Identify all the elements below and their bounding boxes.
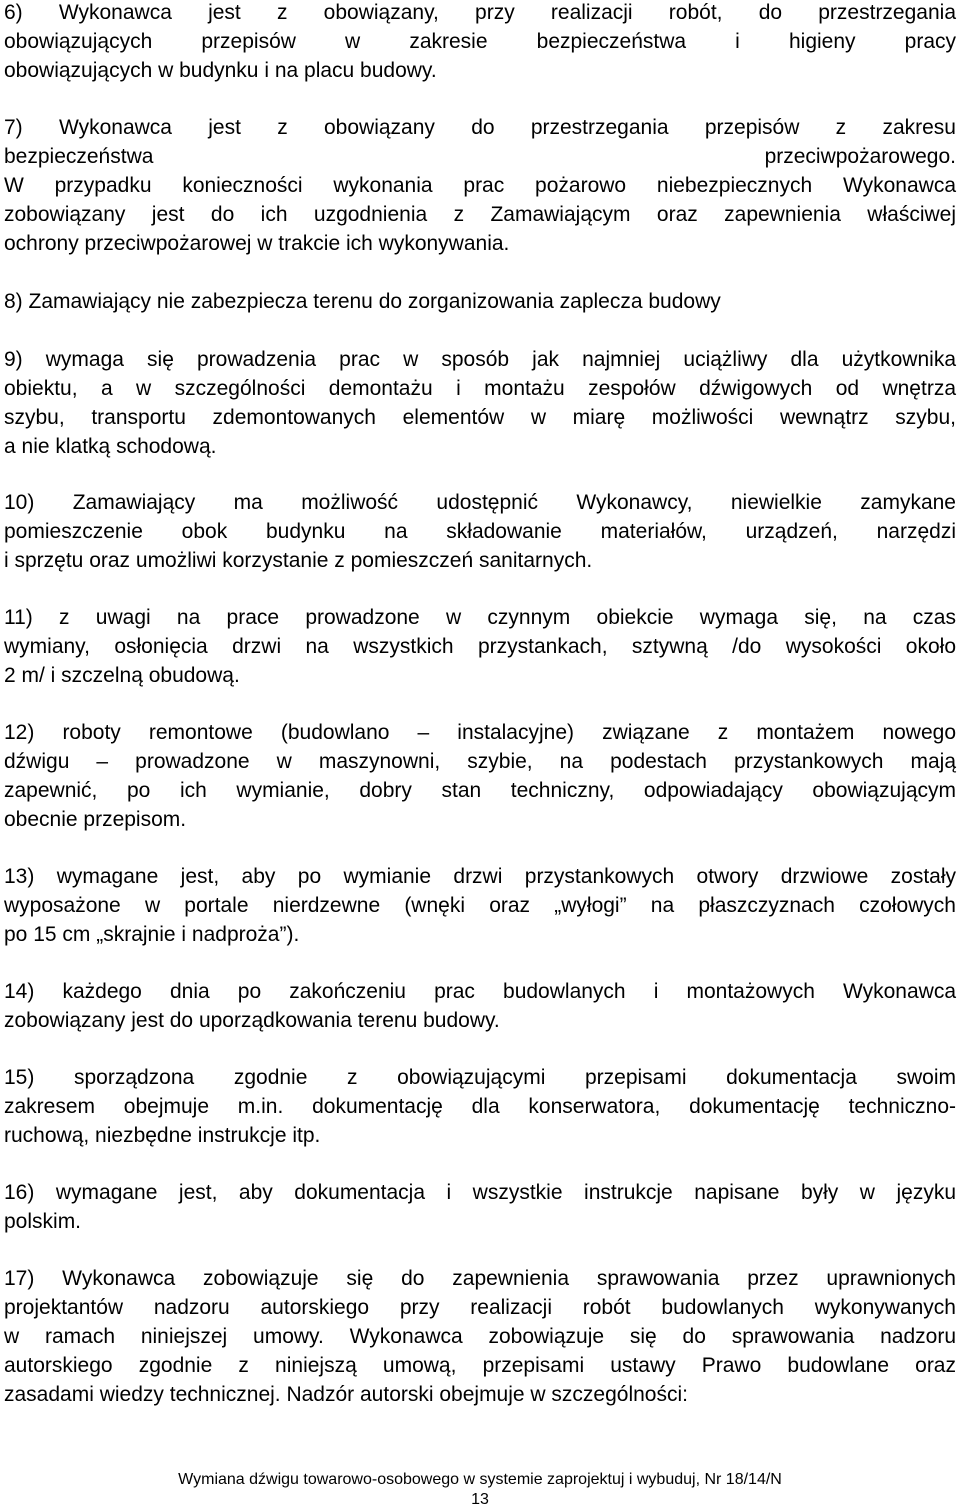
- paragraph-line: w ramach niniejszej umowy. Wykonawca zobowiązuje się do sprawowania nadzoru: [4, 1325, 956, 1348]
- paragraph-line: obowiązujących w budynku i na placu budowy.: [4, 59, 437, 82]
- paragraph-line: szybu, transportu zdemontowanych elementów w miarę możliwości wewnątrz szybu,: [4, 406, 956, 429]
- paragraph-p16: [4, 1178, 956, 1236]
- paragraph-line: wyposażone w portale nierdzewne (wnęki oraz „wyłogi” na płaszczyznach czołowych: [4, 894, 956, 917]
- paragraph-line: 2 m/ i szczelną obudową.: [4, 664, 240, 687]
- footer-title: Wymiana dźwigu towarowo-osobowego w systemie zaprojektuj i wybuduj, Nr 18/14/N: [178, 1471, 782, 1488]
- paragraph-p13: [4, 862, 956, 949]
- paragraph-p9: [4, 345, 956, 461]
- paragraph-line: obecnie przepisom.: [4, 808, 187, 831]
- paragraph-line: 14) każdego dnia po zakończeniu prac budowlanych i montażowych Wykonawca: [4, 980, 956, 1003]
- paragraph-line: 11) z uwagi na prace prowadzone w czynnym obiekcie wymaga się, na czas: [4, 606, 956, 629]
- paragraph-line: wymiany, osłonięcia drzwi na wszystkich przystankach, sztywną /do wysokości około: [4, 635, 956, 658]
- paragraph-p14: [4, 977, 956, 1035]
- paragraph-line: zasadami wiedzy technicznej. Nadzór autorski obejmuje w szczególności:: [4, 1383, 688, 1406]
- paragraph-line: 13) wymagane jest, aby po wymianie drzwi przystankowych otwory drzwiowe zostały: [4, 865, 956, 888]
- paragraph-line: bezpieczeństwa przeciwpożarowego.: [4, 145, 956, 168]
- paragraph-p11: [4, 603, 956, 690]
- paragraph-line: 6) Wykonawca jest z obowiązany, przy realizacji robót, do przestrzegania: [4, 1, 956, 24]
- paragraph-line: zobowiązany jest do ich uzgodnienia z Zamawiającym oraz zapewnienia właściwej: [4, 203, 956, 226]
- paragraph-p15: [4, 1063, 956, 1150]
- paragraph-line: dźwigu – prowadzone w maszynowni, szybie, na podestach przystankowych mają: [4, 750, 956, 773]
- paragraph-line: obowiązujących przepisów w zakresie bezpieczeństwa i higieny pracy: [4, 30, 956, 53]
- paragraph-line: 8) Zamawiający nie zabezpiecza terenu do zorganizowania zaplecza budowy: [4, 290, 721, 313]
- paragraph-p7: [4, 113, 956, 258]
- paragraph-line: 15) sporządzona zgodnie z obowiązującymi przepisami dokumentacja swoim: [4, 1066, 956, 1089]
- paragraph-line: ruchową, niezbędne instrukcje itp.: [4, 1124, 321, 1147]
- paragraph-line: 9) wymaga się prowadzenia prac w sposób jak najmniej uciążliwy dla użytkownika: [4, 348, 956, 371]
- paragraph-line: a nie klatką schodową.: [4, 435, 217, 458]
- paragraph-line: zapewnić, po ich wymianie, dobry stan techniczny, odpowiadający obowiązującym: [4, 779, 956, 802]
- paragraph-p12: [4, 718, 956, 834]
- paragraph-line: i sprzętu oraz umożliwi korzystanie z pomieszczeń sanitarnych.: [4, 549, 593, 572]
- paragraph-line: 10) Zamawiający ma możliwość udostępnić Wykonawcy, niewielkie zamykane: [4, 491, 956, 514]
- paragraph-line: pomieszczenie obok budynku na składowanie materiałów, urządzeń, narzędzi: [4, 520, 956, 543]
- paragraph-line: zakresem obejmuje m.in. dokumentację dla konserwatora, dokumentację techniczno-: [4, 1095, 956, 1118]
- paragraph-line: 17) Wykonawca zobowiązuje się do zapewnienia sprawowania przez uprawnionych: [4, 1267, 956, 1290]
- paragraph-line: po 15 cm „skrajnie i nadproża”).: [4, 923, 300, 946]
- paragraph-line: zobowiązany jest do uporządkowania terenu budowy.: [4, 1009, 500, 1032]
- paragraph-line: W przypadku konieczności wykonania prac pożarowo niebezpiecznych Wykonawca: [4, 174, 956, 197]
- paragraph-line: projektantów nadzoru autorskiego przy realizacji robót budowlanych wykonywanych: [4, 1296, 956, 1319]
- paragraph-line: polskim.: [4, 1210, 82, 1233]
- page-number: 13: [471, 1491, 489, 1508]
- paragraph-line: 7) Wykonawca jest z obowiązany do przestrzegania przepisów z zakresu: [4, 116, 956, 139]
- paragraph-line: obiektu, a w szczególności demontażu i montażu zespołów dźwigowych od wnętrza: [4, 377, 956, 400]
- paragraph-p6: [4, 0, 956, 85]
- paragraph-p8: [4, 287, 956, 316]
- paragraph-p10: [4, 488, 956, 575]
- paragraph-line: ochrony przeciwpożarowej w trakcie ich wykonywania.: [4, 232, 510, 255]
- paragraph-line: 16) wymagane jest, aby dokumentacja i wszystkie instrukcje napisane były w języku: [4, 1181, 956, 1204]
- paragraph-p17: [4, 1264, 956, 1409]
- paragraph-line: autorskiego zgodnie z niniejszą umową, przepisami ustawy Prawo budowlane oraz: [4, 1354, 956, 1377]
- paragraph-line: 12) roboty remontowe (budowlano – instalacyjne) związane z montażem nowego: [4, 721, 956, 744]
